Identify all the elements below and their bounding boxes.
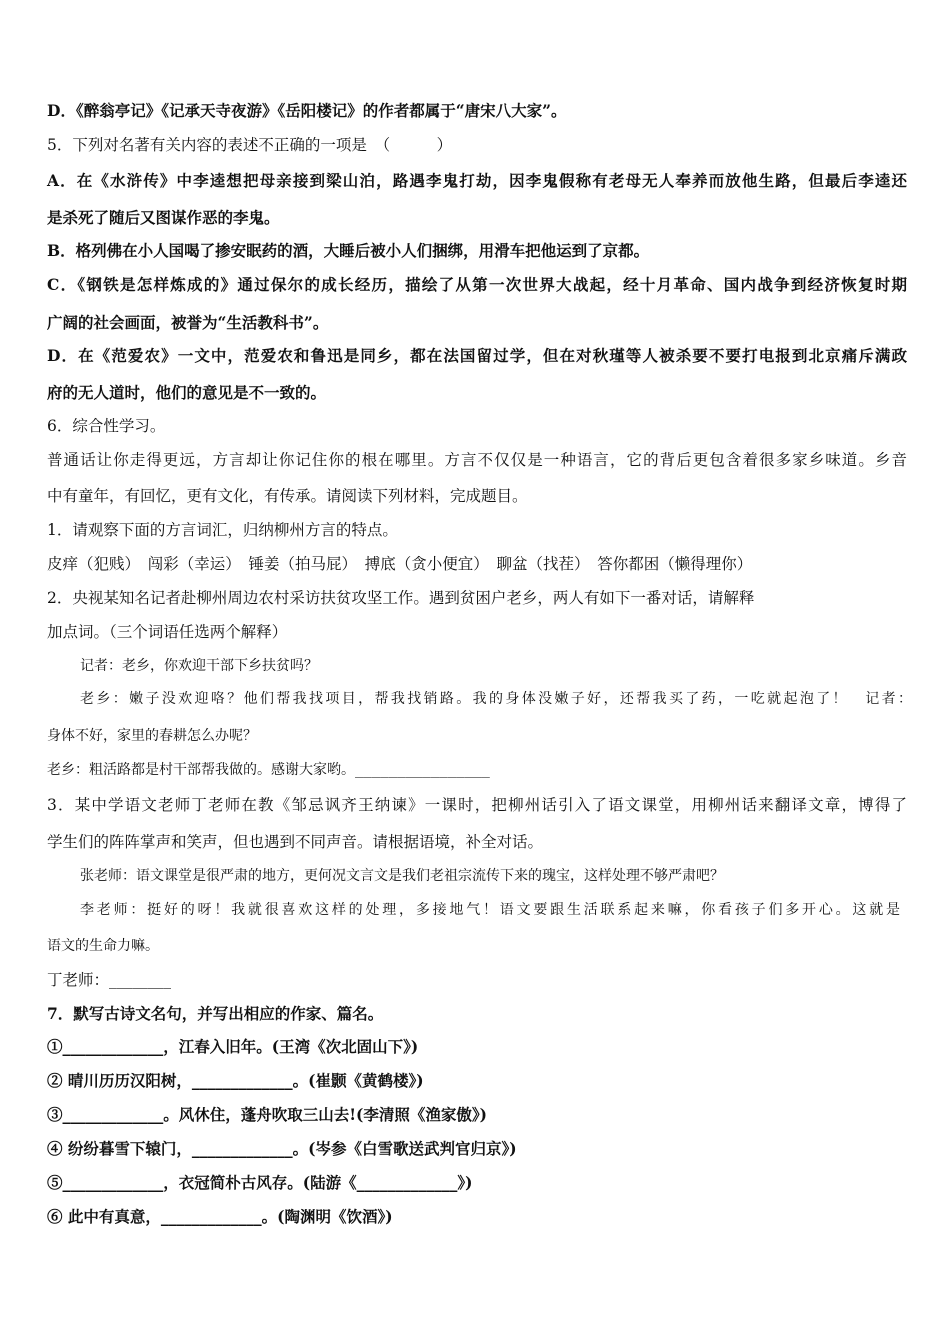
q7-item-3: ③_____________。风休住，蓬舟吹取三山去!(李清照《渔家傲》) — [47, 1105, 487, 1124]
q7-item-4: ④ 纷纷暮雪下辕门，_____________。(岑参《白雪歌送武判官归京》) — [47, 1139, 517, 1158]
dialog-teacher-zhang: 张老师：语文课堂是很严肃的地方，更何况文言文是我们老祖宗流传下来的瑰宝，这样处理不够严肃吧？ — [80, 868, 724, 884]
q7-title: 7．默写古诗文名句，并写出相应的作家、篇名。 — [47, 1004, 384, 1023]
q6-sub1-words: 皮痒（犯贱） 闯彩（幸运） 锤姜（拍马屁） 搏底（贪小便宜） 聊盆（找茬） 答你都困（懒得理你） — [47, 555, 753, 573]
q4-option-d: D．《醉翁亭记》《记承天寺夜游》《岳阳楼记》的作者都属于“唐宋八大家”。 — [47, 101, 567, 120]
q6-intro: 普通话让你走得更远，方言却让你记住你的根在哪里。方言不仅仅是一种语言，它的背后更包含着很多家乡味道。乡音 — [47, 451, 907, 469]
q7-item-2: ② 晴川历历汉阳树，_____________。(崔颢《黄鹤楼》) — [47, 1071, 424, 1090]
q6-intro-cont: 中有童年，有回忆，更有文化，有传承。请阅读下列材料，完成题目。 — [47, 487, 528, 505]
q5-option-b: B．格列佛在小人国喝了掺安眠药的酒，大睡后被小人们捆绑，用滑车把他运到了京都。 — [47, 241, 650, 260]
q5-option-c-cont: 广阔的社会画面，被誉为“生活教科书”。 — [47, 313, 329, 332]
q6-sub2-cont: 加点词。（三个词语任选两个解释） — [47, 623, 288, 641]
q7-item-6: ⑥ 此中有真意，_____________。(陶渊明《饮酒》) — [47, 1207, 393, 1226]
q5-option-d: D．在《范爱农》一文中，范爱农和鲁迅是同乡，都在法国留过学，但在对秋瑾等人被杀要不要打电报到北京痛斥满政 — [47, 346, 907, 365]
dialog-villager-1: 老乡：嫩子没欢迎咯？他们帮我找项目，帮我找销路。我的身体没嫩子好，还帮我买了药，一吃就起泡了！ 记者： — [80, 691, 912, 707]
q6-sub3: 3．某中学语文老师丁老师在教《邹忌讽齐王纳谏》一课时，把柳州话引入了语文课堂，用柳州话来翻译文章，博得了 — [47, 796, 907, 814]
q6-sub1: 1．请观察下面的方言词汇，归纳柳州方言的特点。 — [47, 521, 398, 539]
q5-stem: 5．下列对名著有关内容的表述不正确的一项是 （ ） — [47, 136, 453, 154]
q7-item-5: ⑤_____________，衣冠简朴古风存。(陆游《_____________》) — [47, 1173, 473, 1192]
dialog-reporter-1: 记者：老乡，你欢迎干部下乡扶贫吗？ — [80, 658, 318, 674]
q6-title: 6．综合性学习。 — [47, 417, 166, 435]
q5-option-a: A．在《水浒传》中李逵想把母亲接到梁山泊，路遇李鬼打劫，因李鬼假称有老母无人奉养而放他生路，但最后李逵还 — [47, 171, 907, 190]
dialog-villager-2: 老乡：粗活路都是村干部帮我做的。感谢大家哟。________________ — [47, 762, 490, 778]
dialog-teacher-li: 李老师：挺好的呀！我就很喜欢这样的处理，多接地气！语文要跟生活联系起来嘛，你看孩子们多开心。这就是 — [80, 902, 900, 918]
q6-sub2: 2．央视某知名记者赴柳州周边农村采访扶贫攻坚工作。遇到贫困户老乡，两人有如下一番对话，请解释 — [47, 589, 755, 607]
q5-option-d-cont: 府的无人道时，他们的意见是不一致的。 — [47, 383, 327, 402]
dialog-teacher-ding: 丁老师：________ — [47, 971, 172, 989]
dialog-teacher-li-cont: 语文的生命力嘛。 — [47, 938, 159, 954]
q5-option-a-cont: 是杀死了随后又图谋作恶的李鬼。 — [47, 208, 280, 227]
q5-option-c: C．《钢铁是怎样炼成的》通过保尔的成长经历，描绘了从第一次世界大战起，经十月革命、国内战争到经济恢复时期 — [47, 275, 907, 294]
q6-sub3-cont: 学生们的阵阵掌声和笑声，但也遇到不同声音。请根据语境，补全对话。 — [47, 833, 544, 851]
dialog-reporter-2: 身体不好，家里的春耕怎么办呢？ — [47, 728, 257, 744]
q7-item-1: ①_____________，江春入旧年。(王湾《次北固山下》) — [47, 1037, 419, 1056]
